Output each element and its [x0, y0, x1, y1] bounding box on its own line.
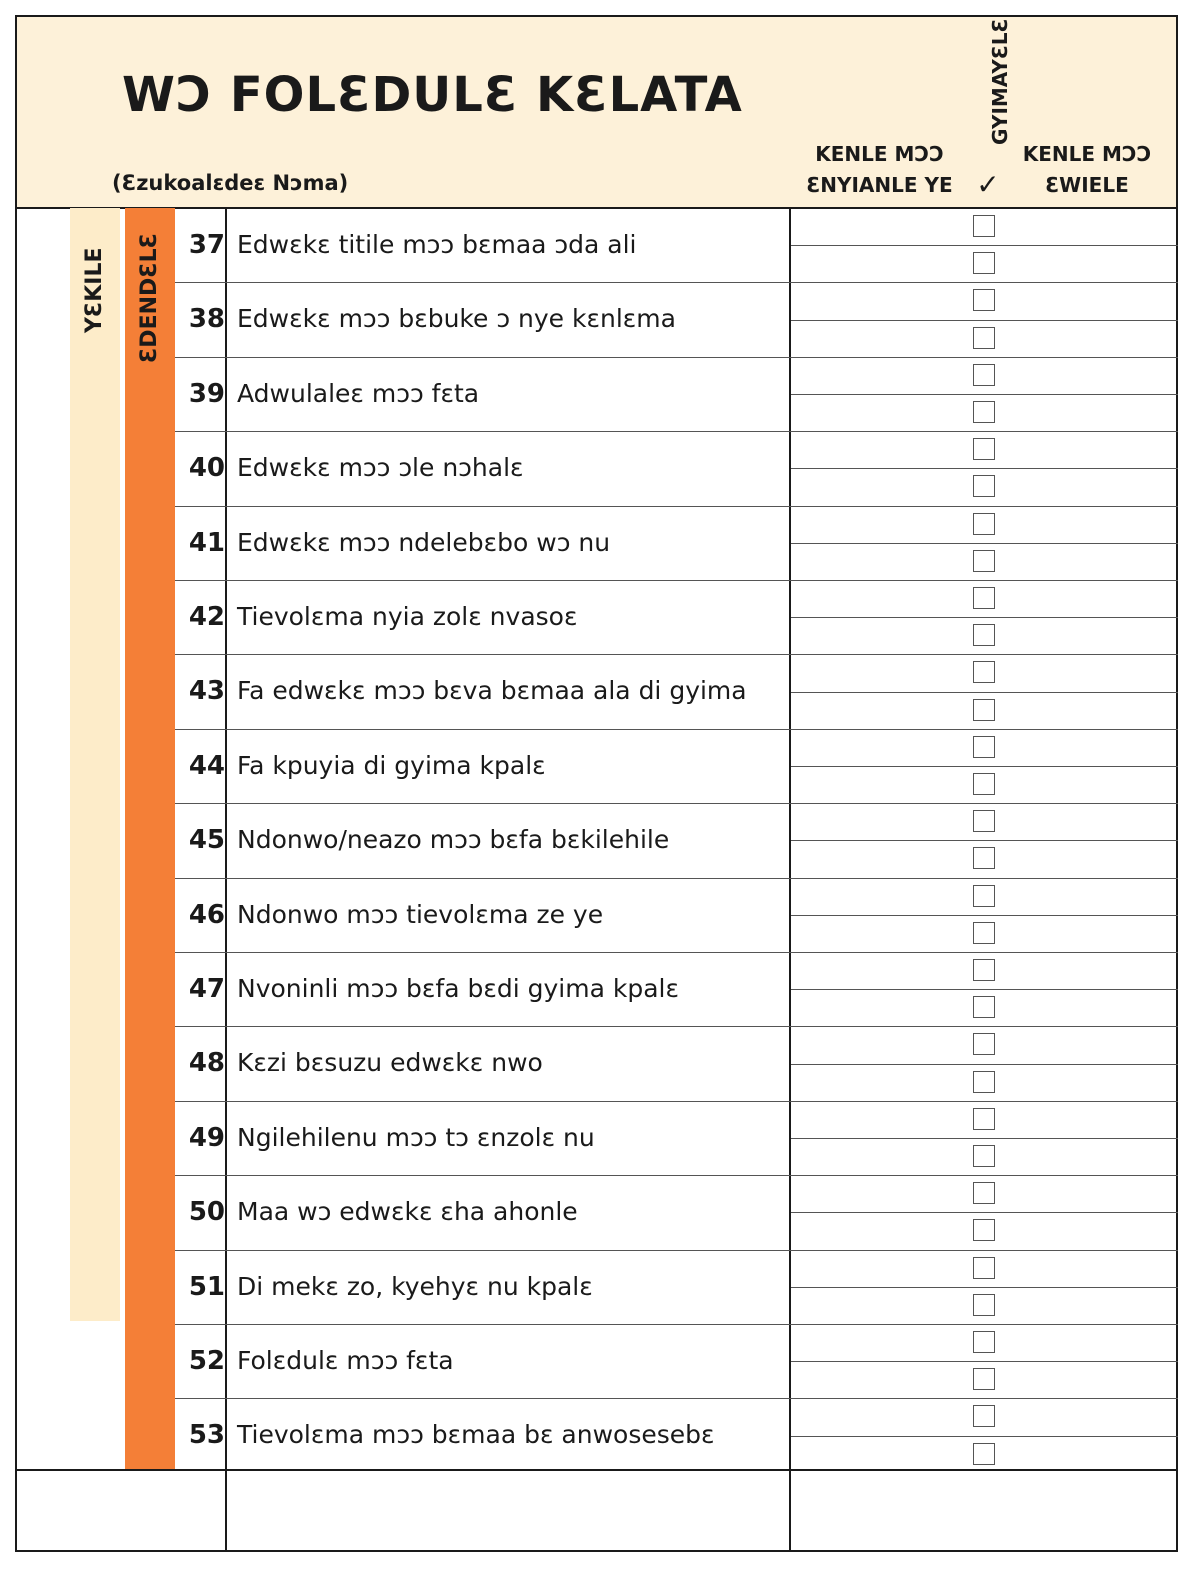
checkbox[interactable] — [973, 215, 995, 237]
row-mid-divider — [791, 915, 1178, 916]
checkbox[interactable] — [973, 1108, 995, 1130]
item-number: 37 — [188, 230, 225, 260]
band-outer — [70, 208, 120, 1321]
item-text: Fa edwɛkɛ mɔɔ bɛva bɛmaa ala di gyima — [237, 676, 747, 706]
row-mid-divider — [791, 1064, 1178, 1065]
row-mid-divider — [791, 1212, 1178, 1213]
form-header — [17, 17, 1176, 209]
divider-text-column — [789, 208, 791, 1550]
item-text: Edwɛkɛ mɔɔ ɔle nɔhalɛ — [237, 453, 524, 483]
column-header-completed — [1002, 139, 1172, 201]
column-header-started-line2: ƐNYIANLE YE — [806, 173, 953, 197]
row-mid-divider — [791, 766, 1178, 767]
item-text: Ngilehilenu mɔɔ tɔ ɛnzolɛ nu — [237, 1122, 595, 1152]
checkmark-icon: ✓ — [976, 168, 1000, 201]
item-text: Edwɛkɛ mɔɔ ndelebɛbo wɔ nu — [237, 527, 611, 557]
checkbox[interactable] — [973, 959, 995, 981]
checkbox[interactable] — [973, 401, 995, 423]
row-mid-divider — [791, 617, 1178, 618]
row-mid-divider — [791, 692, 1178, 693]
list-item — [175, 580, 789, 654]
checkbox[interactable] — [973, 624, 995, 646]
checkbox[interactable] — [973, 364, 995, 386]
form-subtitle: (Ɛzukoalɛdeɛ Nɔma) — [112, 171, 349, 195]
item-number: 45 — [188, 825, 225, 856]
checkbox[interactable] — [973, 773, 995, 795]
band-inner-label: ƐDENDƐLƐ — [137, 233, 162, 363]
column-header-work: GYIMAYƐLƐ — [988, 18, 1012, 145]
item-number: 51 — [188, 1271, 225, 1302]
band-outer-label: YƐKILE — [82, 247, 107, 333]
checkbox[interactable] — [973, 1331, 995, 1353]
list-item — [175, 282, 789, 356]
checkbox[interactable] — [973, 1294, 995, 1316]
column-header-completed-line1: KENLE MƆƆ — [1022, 142, 1152, 166]
column-header-completed-line2: ƐWIELE — [1045, 173, 1129, 197]
bottom-divider — [17, 1469, 1176, 1471]
item-text: Nvoninli mɔɔ bɛfa bɛdi gyima kpalɛ — [237, 974, 679, 1003]
item-number: 46 — [188, 899, 225, 930]
row-mid-divider — [791, 468, 1178, 469]
checkbox[interactable] — [973, 922, 995, 944]
item-number: 43 — [188, 676, 225, 707]
checkbox[interactable] — [973, 661, 995, 683]
checkbox[interactable] — [973, 438, 995, 460]
item-number: 41 — [188, 527, 225, 558]
checkbox[interactable] — [973, 699, 995, 721]
item-text: Tievolɛma mɔɔ bɛmaa bɛ anwosesebɛ — [237, 1420, 715, 1450]
list-item — [175, 208, 789, 282]
row-mid-divider — [791, 989, 1178, 990]
checkbox[interactable] — [973, 252, 995, 274]
item-number: 50 — [188, 1197, 225, 1228]
checkbox[interactable] — [973, 736, 995, 758]
checkbox[interactable] — [973, 1071, 995, 1093]
item-number: 53 — [188, 1420, 225, 1451]
row-mid-divider — [791, 320, 1178, 321]
item-text: Folɛdulɛ mɔɔ fɛta — [237, 1346, 454, 1375]
row-mid-divider — [791, 1287, 1178, 1288]
list-item — [175, 431, 789, 505]
list-item — [175, 1398, 789, 1472]
list-item — [175, 357, 789, 431]
band-inner — [125, 208, 175, 1470]
item-number: 39 — [188, 378, 225, 409]
checkbox[interactable] — [973, 1443, 995, 1465]
item-number: 44 — [188, 750, 225, 781]
checkbox[interactable] — [973, 327, 995, 349]
item-text: Kɛzi bɛsuzu edwɛkɛ nwo — [237, 1048, 543, 1078]
checkbox[interactable] — [973, 1368, 995, 1390]
column-header-started — [797, 139, 962, 201]
checkbox[interactable] — [973, 587, 995, 609]
item-number: 49 — [188, 1122, 225, 1153]
list-item — [175, 878, 789, 952]
row-mid-divider — [791, 1436, 1178, 1437]
item-text: Ndonwo/neazo mɔɔ bɛfa bɛkilehile — [237, 825, 670, 855]
item-text: Maa wɔ edwɛkɛ ɛha ahonle — [237, 1197, 578, 1227]
item-number: 52 — [188, 1346, 225, 1376]
row-mid-divider — [791, 1361, 1178, 1362]
item-number: 42 — [188, 602, 225, 632]
item-text: Edwɛkɛ mɔɔ bɛbuke ɔ nye kɛnlɛma — [237, 304, 676, 334]
row-mid-divider — [791, 1138, 1178, 1139]
list-item — [175, 803, 789, 877]
list-item — [175, 1026, 789, 1100]
item-number: 48 — [188, 1048, 225, 1079]
list-item — [175, 1250, 789, 1324]
row-mid-divider — [791, 245, 1178, 246]
item-text: Ndonwo mɔɔ tievolɛma ze ye — [237, 899, 604, 929]
form-title: WƆ FOLƐDULƐ KƐLATA — [122, 67, 743, 123]
item-number: 40 — [188, 453, 225, 484]
list-item — [175, 1101, 789, 1175]
checkbox[interactable] — [973, 1219, 995, 1241]
checkbox[interactable] — [973, 289, 995, 311]
checkbox[interactable] — [973, 1145, 995, 1167]
row-mid-divider — [791, 543, 1178, 544]
row-mid-divider — [791, 394, 1178, 395]
item-number: 38 — [188, 304, 225, 335]
list-item — [175, 952, 789, 1026]
item-text: Fa kpuyia di gyima kpalɛ — [237, 750, 546, 780]
checkbox[interactable] — [973, 996, 995, 1018]
checkbox[interactable] — [973, 1033, 995, 1055]
checkbox[interactable] — [973, 810, 995, 832]
item-number: 47 — [188, 974, 225, 1004]
list-item — [175, 1175, 789, 1249]
item-text: Di mekɛ zo, kyehyɛ nu kpalɛ — [237, 1271, 593, 1301]
list-item — [175, 1324, 789, 1398]
item-text: Adwulaleɛ mɔɔ fɛta — [237, 378, 480, 408]
list-item — [175, 654, 789, 728]
row-mid-divider — [791, 840, 1178, 841]
form-sheet — [15, 15, 1178, 1552]
column-header-started-line1: KENLE MƆƆ — [815, 142, 944, 166]
item-text: Edwɛkɛ titile mɔɔ bɛmaa ɔda ali — [237, 230, 637, 259]
item-text: Tievolɛma nyia zolɛ nvasoɛ — [237, 602, 578, 631]
list-item — [175, 729, 789, 803]
list-item — [175, 506, 789, 580]
checkbox[interactable] — [973, 475, 995, 497]
checkbox[interactable] — [973, 847, 995, 869]
checkbox[interactable] — [973, 1182, 995, 1204]
checkbox[interactable] — [973, 1405, 995, 1427]
checkbox[interactable] — [973, 513, 995, 535]
checkbox[interactable] — [973, 885, 995, 907]
checkbox[interactable] — [973, 1257, 995, 1279]
checkbox[interactable] — [973, 550, 995, 572]
